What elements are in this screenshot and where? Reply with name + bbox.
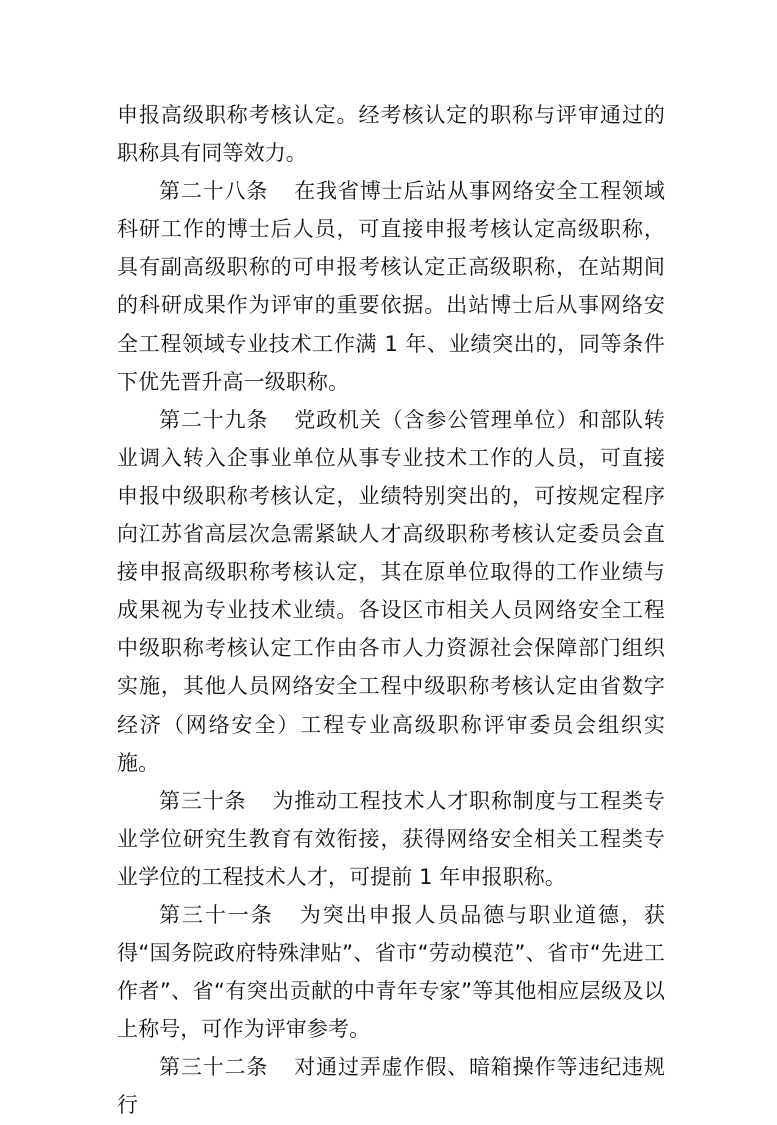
article-28-paragraph (117, 172, 665, 401)
paragraph-text: 党政机关（含参公管理单位）和部队转业调入转入企事业单位从事专业技术工作的人员，可直接申报中级职称考核认定，业绩特别突出的，可按规定程序向江苏省高层次急需紧缺人才高级职称考核认定委员会直接申报高级职称考核认定，其在原单位取得的工作业绩与成果视为专业技术业绩。各设区市相关人员网络安全工程中级职称考核认定工作由各市人力资源社会保障部门组织实施，其他人员网络安全工程中级职称考核认定由省数字经济（网络安全）工程专业高级职称评审委员会组织实施。 (117, 407, 665, 775)
paragraph-continuation (117, 96, 665, 172)
article-number: 第二十九条 (159, 407, 269, 432)
paragraph-text: 申报高级职称考核认定。经考核认定的职称与评审通过的职称具有同等效力。 (117, 103, 665, 166)
article-31-paragraph (117, 896, 665, 1048)
article-number: 第三十条 (159, 788, 247, 813)
paragraph-text: 在我省博士后站从事网络安全工程领域科研工作的博士后人员，可直接申报考核认定高级职称，具有副高级职称的可申报考核认定正高级职称，在站期间的科研成果作为评审的重要依据。出站博士后从事网络安全工程领域专业技术工作满 1 年、业绩突出的，同等条件下优先晋升高一级职称。 (117, 179, 665, 394)
article-number: 第二十八条 (159, 179, 269, 204)
paragraph-text: 为推动工程技术人才职称制度与工程类专业学位研究生教育有效衔接，获得网络安全相关工程类专业学位的工程技术人才，可提前 1 年申报职称。 (117, 788, 665, 889)
paragraph-text: 为突出申报人员品德与职业道德，获得“国务院政府特殊津贴”、省市“劳动模范”、省市“先进工作者”、省“有突出贡献的中青年专家”等其他相应层级及以上称号，可作为评审参考。 (117, 902, 666, 1042)
article-32-paragraph (117, 1048, 665, 1124)
article-29-paragraph (117, 401, 665, 782)
document-body (117, 96, 665, 1125)
article-number: 第三十二条 (159, 1055, 269, 1080)
article-30-paragraph (117, 782, 665, 896)
paragraph-text: 对通过弄虚作假、暗箱操作等违纪违规行 (117, 1055, 665, 1118)
article-number: 第三十一条 (159, 902, 274, 927)
